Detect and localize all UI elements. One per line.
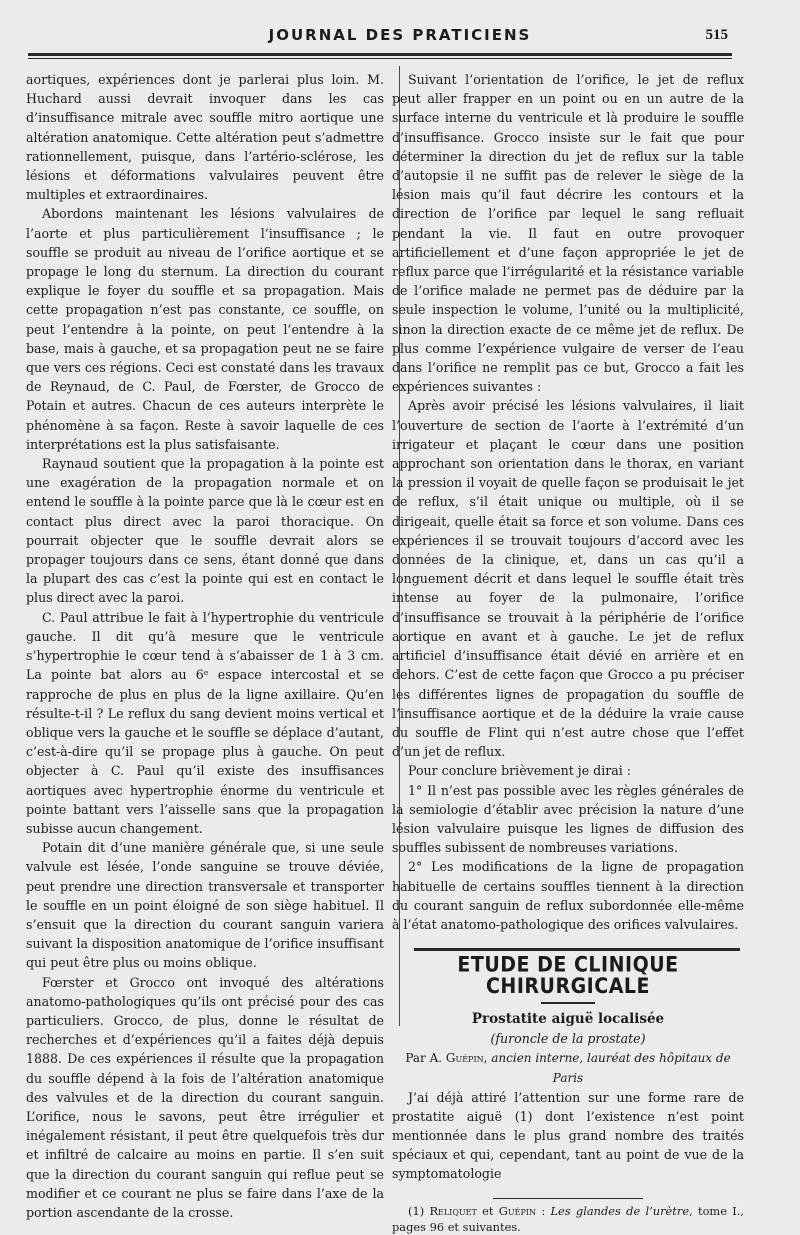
author-affiliation: ancien interne, lauréat des hôpitaux de Paris [491, 1050, 731, 1085]
footnote-rest: , tome I., pages 96 et suivantes. [392, 1203, 745, 1234]
footnote-sep: : [541, 1203, 546, 1218]
paragraph: Fœrster et Grocco ont invoqué des altérations anatomo-pathologiques qu’ils ont précisé pour des cas particuliers. Grocco, de plus, donne le résultat de recherches et d’expériences qu’il a faites déjà depuis 1888. De ces expériences il résulte que la propagation du souffle dépend à la fois de l’altération anatomique des valvules et de la direction du courant sanguin. L’orifice, nous le savons, peut être irrégulier et inégalement résistant, il peut être quelquefois très dur et infiltré de calcaire au moins en partie. Il s’en suit que la direction du courant sanguin qui reflue peut se modifier et ce courant ne plus se faire dans l’axe de la portion ascendante de la crosse. [26, 974, 384, 1220]
paragraph: Suivant l’orientation de l’orifice, le jet de reflux peut aller frapper en un point ou en un autre de la surface interne du ventricule et là produire le souffle d’insuffisance. Grocco insiste sur le fait que pour déterminer la direction du jet de reflux sur la table d’autopsie il ne suffit pas de relever le siège de la lésion mais qu’il faut décrire les contours et la direction de l’orifice par lequel le sang refluait pendant la vie. Il faut en outre provoquer artificiellement et d’une façon appropriée le jet de reflux parce que l’irrégularité et la résistance variable de l’orifice malade ne permet pas de déduire par la seule inspection le volume, l’unité ou la multiplicité, sinon la direction exacte de ce même jet de reflux. De plus comme l’expérience vulgaire de verser de l’eau dans l’orifice ne remplit pas ce but, Grocco a fait les expériences suivantes : [392, 72, 744, 395]
page-number: 515 [705, 27, 728, 43]
article-title: Prostatite aiguë localisée [471, 1010, 665, 1027]
paragraph: Potain dit d’une manière générale que, si une seule valvule est lésée, l’onde sanguine se trouve déviée, peut prendre une direction transversale et transporter le souffle en un point éloigné de son siège habituel. Il s’ensuit que la direction du courant sanguin variera suivant la disposition anatomique de l’orifice insuffisant qui peut être plus ou moins oblique. [26, 840, 384, 971]
paragraph: Après avoir précisé les lésions valvulaires, il liait l’ouverture de section de l’aorte à l’extrémité d’un irrigateur et plaçant le cœur dans une position approchant son orientation dans le thorax, en variant la pression il voyait de quelle façon se produisait le jet de reflux, s’il était unique ou multiple, où il se dirigeait, quelle était sa force et son volume. Dans ces expériences il se trouvait toujours d’accord avec les données de la clinique, et, dans un cas qu’il a longuement décrit et dans lequel le souffle était très intense au foyer de la pulmonaire, l’orifice d’insuffisance se trouvait à la périphérie de l’orifice aortique en avant et à gauche. Le jet de reflux artificiel d’insuffisance était dévié en arrière et en dehors. C’est de cette façon que Grocco a pu préciser les différentes lignes de propagation du souffle de l’insuffisance aortique et de la déduire la vraie cause du souffle de Flint qui n’est autre chose que l’effet d’un jet de reflux. [392, 398, 744, 760]
header-rule-thin [28, 58, 732, 59]
footnote-work-title: Les glandes de l’urètre [550, 1203, 690, 1218]
footnote-conj: et [482, 1203, 494, 1218]
footnote [392, 1203, 744, 1235]
section-short-rule [541, 1002, 595, 1004]
paragraph: aortiques, expériences dont je parlerai plus loin. M. Huchard aussi devrait invoquer dans les cas d’insuffisance mitrale avec souffle mitro aortique une altération anatomique. Cette altération peut s’admettre rationnellement, puisque, dans l’artério-sclérose, les lésions et déformations valvulaires peuvent être multiples et extraordinaires. [26, 72, 384, 203]
footnote-author: Reliquet [429, 1203, 477, 1218]
paragraph: J’ai déjà attiré l’attention sur une forme rare de prostatite aiguë (1) dont l’existence n’est point mentionnée dans le plus grand nombre des traités spéciaux et qui, cependant, tant au point de vue de la symptomatologie [392, 1089, 744, 1182]
author-name: Guépin [445, 1050, 484, 1065]
section-heading: ETUDE DE CLINIQUE CHIRURGICALE [457, 952, 679, 999]
left-column [26, 70, 384, 1222]
section-rule [414, 948, 740, 951]
byline: Par A. Guépin, ancien interne, lauréat des hôpitaux de Paris [405, 1050, 731, 1085]
footnote-rule [493, 1198, 643, 1199]
paragraph: Raynaud soutient que la propagation à la pointe est une exagération de la propagation normale et on entend le souffle à la pointe parce que là le cœur est en contact plus direct avec la paroi thoracique. On pourrait objecter que le souffle devrait alors se propager toujours dans ce sens, étant donné que dans la plupart des cas c’est la pointe qui est en contact le plus direct avec la paroi. [26, 456, 384, 606]
article-subtitle: (furoncle de la prostate) [490, 1030, 646, 1046]
paragraph: Abordons maintenant les lésions valvulaires de l’aorte et plus particulièrement l’insuffisance ; le souffle se produit au niveau de l’orifice aortique et se propage le long du sternum. La direction du courant explique le foyer du souffle et sa propagation. Mais cette propagation n’est pas constante, ce souffle, on peut l’entendre à la pointe, on peut l’entendre à la base, mais à gauche, et sa propagation peut ne se faire que vers ces régions. Ceci est constaté dans les travaux de Reynaud, de C. Paul, de Fœrster, de Grocco de Potain et autres. Chacun de ces auteurs interprète le phénomène à sa façon. Reste à savoir laquelle de ces interprétations est la plus satisfaisante. [26, 206, 384, 452]
header-rule-thick [28, 53, 732, 56]
footnote-author: Guépin [498, 1203, 537, 1218]
byline-prefix: Par A. [405, 1050, 443, 1065]
conclusion-item: 2° Les modifications de la ligne de propagation habituelle de certains souffles tiennent à la direction du courant sanguin de reflux subordonnée elle-même à l’état anatomo-pathologique des orifices valvulaires. [392, 859, 744, 932]
conclusion-item: 1° Il n’est pas possible avec les règles générales de la semiologie d’établir avec précision la nature d’une lésion valvulaire puisque les lignes de diffusion des souffles subissent de nombreuses variations. [392, 782, 744, 856]
running-header [0, 24, 800, 48]
paragraph: Pour conclure brièvement je dirai : [408, 763, 632, 779]
right-column [392, 70, 744, 1235]
footnote-marker: (1) [408, 1203, 425, 1218]
paragraph: C. Paul attribue le fait à l’hypertrophie du ventricule gauche. Il dit qu’à mesure que le ventricule s’hypertrophie le cœur tend à s’abaisser de 1 à 3 cm. La pointe bat alors au 6ᵉ espace intercostal et se rapproche de plus en plus de la ligne axillaire. Qu’en résulte-t-il ? Le reflux du sang devient moins vertical et oblique vers la gauche et le souffle se déplace d’autant, c’est-à-dire qu’il se propage plus à gauche. On peut objecter à C. Paul qu’il existe des insuffisances aortiques avec hypertrophie énorme du ventricule et pointe battant vers l’aisselle sans que la propagation subisse aucun changement. [26, 609, 384, 836]
journal-title: JOURNAL DES PRATICIENS [268, 26, 532, 44]
